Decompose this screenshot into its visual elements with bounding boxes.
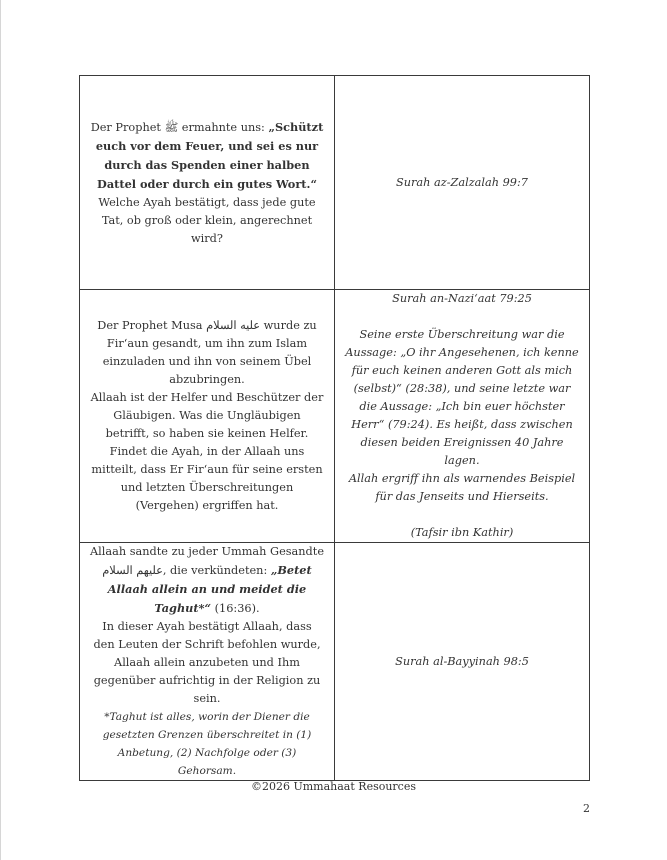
card-row [80, 290, 590, 543]
page-edge [0, 0, 1, 860]
ayah-quote: „Betet Allaah allein an und meidet die Taghut*“ [107, 563, 312, 615]
tafsir-source: (Tafsir ibn Kathir) [410, 526, 514, 539]
card-row [80, 543, 590, 781]
page-number: 2 [583, 802, 590, 815]
question-text: Der Prophet Musa عليه السلام wurde zu Fir‘aun gesandt, um ihn zum Islam einzuladen und ihn von seinem Übel abzubringen. [97, 319, 317, 386]
question-text: Allaah sandte zu jeder Ummah Gesandte عليهم السلام, die verkündeten: „Betet Allaah allein an und meidet die Taghut*“ (16:36). [90, 545, 325, 615]
answer-reference: Surah an-Nazi‘aat 79:25 [392, 292, 532, 305]
tafsir-text: Seine erste Überschreitung war die Aussage: „O ihr Angesehenen, ich kenne für euch keinen anderen Gott als mich (selbst)“ (28:38), und seine letzte war die Aussage: „Ich bin euer höchster Herr“ (79:24). Es heißt, dass zwischen diesen beiden Ereignissen 40 Jahre lagen. [345, 328, 579, 467]
copyright-footer: ©2026 Ummahaat Resources [250, 780, 417, 793]
answer-cell [335, 76, 590, 290]
question-text: Der Prophet ﷺ ermahnte uns: „Schützt euch vor dem Feuer, und sei es nur durch das Spenden einer halben Dattel oder durch ein gutes Wort.“ [90, 119, 324, 191]
answer-cell [335, 543, 590, 781]
question-cell [80, 76, 335, 290]
answer-cell [335, 290, 590, 543]
hadith-quote: „Schützt euch vor dem Feuer, und sei es nur durch das Spenden einer halben Dattel oder durch ein gutes Wort.“ [95, 119, 324, 191]
question-prompt: In dieser Ayah bestätigt Allaah, dass den Leuten der Schrift befohlen wurde, Allaah allein anzubeten und Ihm gegenüber aufrichtig in der Religion zu sein. [93, 620, 321, 705]
card-row [80, 76, 590, 290]
answer-reference: Surah az-Zalzalah 99:7 [396, 175, 528, 189]
question-prompt: Welche Ayah bestätigt, dass jede gute Tat, ob groß oder klein, angerechnet wird? [98, 195, 316, 245]
question-text: Allaah ist der Helfer und Beschützer der Gläubigen. Was die Ungläubigen betrifft, so haben sie keinen Helfer. [90, 391, 324, 440]
question-card-table [79, 75, 590, 781]
question-cell [80, 543, 335, 781]
answer-reference: Surah al-Bayyinah 98:5 [395, 654, 529, 668]
tafsir-text: Allah ergriff ihn als warnendes Beispiel für das Jenseits und Hierseits. [348, 472, 576, 503]
footnote: *Taghut ist alles, worin der Diener die gesetzten Grenzen überschreitet in (1) Anbetung, (2) Nachfolge oder (3) Gehorsam. [102, 711, 312, 777]
question-prompt: Findet die Ayah, in der Allaah uns mitteilt, dass Er Fir‘aun für seine ersten und letzten Überschreitungen (Vergehen) ergriffen hat. [91, 445, 323, 512]
question-cell [80, 290, 335, 543]
